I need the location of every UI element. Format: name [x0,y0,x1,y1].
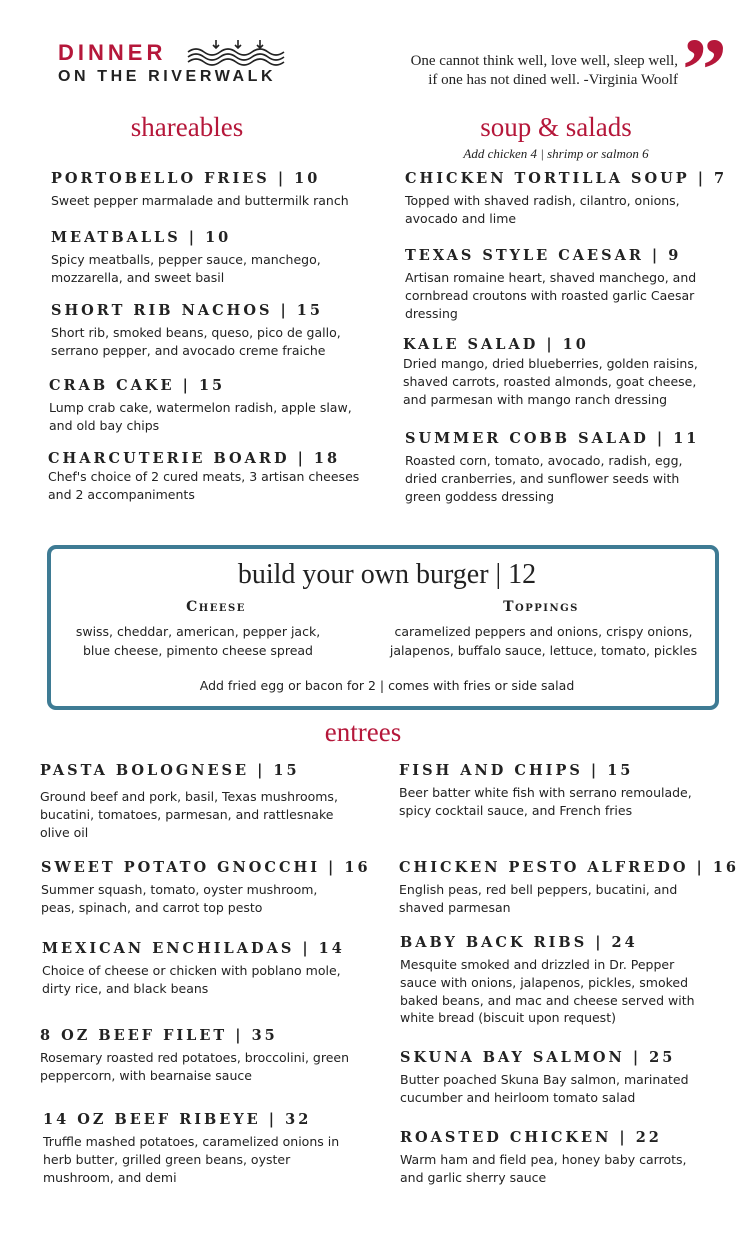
quote-line: One cannot think well, love well, sleep well, [410,53,678,69]
menu-item [400,1049,730,1107]
soups-heading: soup & salads [480,112,632,142]
item-desc: Butter poached Skuna Bay salmon, marinated cucumber and heirloom tomato salad [400,1072,689,1105]
menu-item [40,762,370,841]
menu-item [403,336,733,408]
burger-footer: Add fried egg or bacon for 2 | comes with fries or side salad [199,678,575,693]
menu-item [40,1027,370,1085]
quote-mark-icon: ” [682,21,727,120]
item-name: CHICKEN TORTILLA SOUP | 7 [405,170,728,187]
item-name: PASTA BOLOGNESE | 15 [40,762,300,779]
item-name: KALE SALAD | 10 [403,336,589,353]
menu-item [399,762,729,820]
item-name: BABY BACK RIBS | 24 [400,934,638,951]
item-desc: Ground beef and pork, basil, Texas mushrooms, bucatini, tomatoes, parmesan, and rattlesnake olive oil [40,789,338,840]
item-name: SKUNA BAY SALMON | 25 [400,1049,676,1066]
item-name: SUMMER COBB SALAD | 11 [405,430,700,447]
menu-item [399,859,740,917]
item-name: ROASTED CHICKEN | 22 [400,1129,662,1146]
item-name: TEXAS STYLE CAESAR | 9 [405,247,682,264]
river-waves-icon [186,38,290,66]
toppings-options: caramelized peppers and onions, crispy onions, jalapenos, buffalo sauce, lettuce, tomato, pickles [389,624,698,658]
menu-item [405,430,735,505]
item-name: PORTOBELLO FRIES | 10 [51,170,321,187]
item-name: SWEET POTATO GNOCCHI | 16 [41,859,371,876]
item-name: CHARCUTERIE BOARD | 18 [48,450,341,467]
soups-note: Add chicken 4 | shrimp or salmon 6 [463,146,649,161]
burger-title: build your own burger | 12 [237,559,537,590]
cheese-heading: Cheese [186,599,246,615]
item-desc: Sweet pepper marmalade and buttermilk ranch [51,193,349,208]
menu-item [48,450,378,504]
menu-item [405,247,735,322]
menu-item [51,170,381,210]
item-desc: Short rib, smoked beans, queso, pico de gallo, serrano pepper, and avocado creme fraiche [51,325,341,358]
item-desc: Mesquite smoked and drizzled in Dr. Pepper sauce with onions, jalapenos, pickles, smoked baked beans, and mac and cheese served with white bread (biscuit upon request) [400,957,695,1026]
shareables-heading: shareables [130,112,244,142]
item-desc: Dried mango, dried blueberries, golden raisins, shaved carrots, roasted almonds, goat cheese, and parmesan with mango ranch dressing [403,356,698,407]
item-desc: Rosemary roasted red potatoes, broccolini, green peppercorn, with bearnaise sauce [40,1050,350,1083]
logo-subtitle: ON THE RIVERWALK [58,68,277,85]
item-name: FISH AND CHIPS | 15 [399,762,634,779]
cheese-options: swiss, cheddar, american, pepper jack, blue cheese, pimento cheese spread [75,624,321,658]
menu-item [51,302,381,360]
logo-title: DINNER [58,40,167,65]
menu-item [42,940,372,998]
menu-item [405,170,735,228]
menu-item [51,229,381,287]
item-desc: Roasted corn, tomato, avocado, radish, egg, dried cranberries, and sunflower seeds with green goddess dressing [405,453,683,504]
item-desc: Warm ham and field pea, honey baby carrots, and garlic sherry sauce [400,1152,687,1185]
menu-item [400,934,730,1027]
item-desc: Choice of cheese or chicken with poblano mole, dirty rice, and black beans [42,963,341,996]
item-desc: Spicy meatballs, pepper sauce, manchego, mozzarella, and sweet basil [51,252,321,285]
item-name: CRAB CAKE | 15 [49,377,226,394]
menu-item [49,377,379,435]
menu-item [43,1111,373,1186]
item-desc: Lump crab cake, watermelon radish, apple slaw, and old bay chips [49,400,352,433]
burger-box [47,545,719,710]
item-desc: Topped with shaved radish, cilantro, onions, avocado and lime [405,193,680,226]
item-name: SHORT RIB NACHOS | 15 [51,302,323,319]
item-desc: Truffle mashed potatoes, caramelized onions in herb butter, grilled green beans, oyster mushroom, and demi [43,1134,340,1185]
item-desc: Summer squash, tomato, oyster mushroom, peas, spinach, and carrot top pesto [41,882,318,915]
item-name: MEXICAN ENCHILADAS | 14 [42,940,345,957]
item-desc: English peas, red bell peppers, bucatini, and shaved parmesan [399,882,678,915]
quote-line: if one has not dined well. -Virginia Woolf [428,72,678,88]
item-name: CHICKEN PESTO ALFREDO | 16 [399,859,740,876]
item-name: MEATBALLS | 10 [51,229,232,246]
entrees-heading: entrees [324,717,402,747]
menu-item [400,1129,730,1187]
item-name: 8 OZ BEEF FILET | 35 [40,1027,278,1044]
item-desc: Beer batter white fish with serrano remoulade, spicy cocktail sauce, and French fries [399,785,692,818]
item-desc: Artisan romaine heart, shaved manchego, and cornbread croutons with roasted garlic Caesar dressing [405,270,697,321]
menu-item [41,859,371,917]
item-name: 14 OZ BEEF RIBEYE | 32 [43,1111,312,1128]
quote [358,52,678,90]
toppings-heading: Toppings [503,599,579,615]
item-desc: Chef's choice of 2 cured meats, 3 artisan cheeses and 2 accompaniments [48,469,360,502]
